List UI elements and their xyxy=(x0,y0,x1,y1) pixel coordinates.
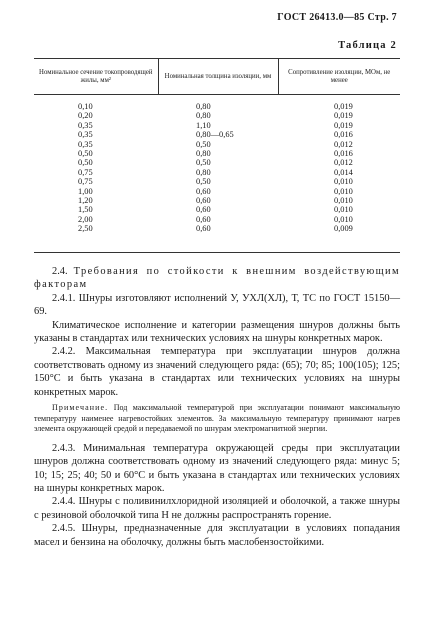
table-label: Таблица 2 xyxy=(338,40,397,51)
table-row xyxy=(34,140,400,149)
cell-cross-section: 1,00 xyxy=(78,186,93,196)
table-row xyxy=(34,158,400,167)
cell-cross-section: 0,35 xyxy=(78,120,93,130)
document-body xyxy=(34,265,400,549)
cell-insulation-resistance: 0,012 xyxy=(334,139,353,149)
note-label: Примечание. xyxy=(52,403,109,413)
cell-insulation-resistance: 0,010 xyxy=(334,205,353,215)
note-text: Под максимальной температурой при эксплуатации понимают максимальную температуру наименее нагревостойких элементов. За максимальную температуру принимают нагрев элемента окружающей средой и передаваемой по шнурам электромагнитной энергии. xyxy=(34,403,401,434)
table-row xyxy=(34,196,400,205)
table-row xyxy=(34,205,400,214)
cell-cross-section: 0,35 xyxy=(78,139,93,149)
cell-insulation-thickness: 0,80 xyxy=(196,102,211,111)
section-number: 2.4. xyxy=(52,266,68,277)
cell-insulation-resistance: 0,016 xyxy=(334,149,353,159)
data-table xyxy=(34,58,400,234)
table-bottom-rule xyxy=(34,252,400,253)
cell-insulation-thickness: 0,60 xyxy=(196,186,211,196)
cell-cross-section: 0,20 xyxy=(78,111,93,121)
cell-insulation-resistance: 0,010 xyxy=(334,186,353,196)
cell-insulation-resistance: 0,012 xyxy=(334,158,353,168)
cell-insulation-resistance: 0,014 xyxy=(334,167,353,177)
table-row xyxy=(34,177,400,186)
paragraph-2-4-5: 2.4.5. Шнуры, предназначенные для эксплуатации в условиях попадания масел и бензина на оболочку, должны быть маслобензостойкими. xyxy=(34,523,400,548)
cell-insulation-resistance: 0,019 xyxy=(334,102,353,111)
paragraph-climate: Климатическое исполнение и категории размещения шнуров должны быть указаны в стандартах или технических условиях на шнуры конкретных марок. xyxy=(34,319,400,345)
cell-insulation-thickness: 0,60 xyxy=(196,214,211,224)
note xyxy=(34,403,400,435)
section-title: Требования по стойкости к внешним воздействующим факторам xyxy=(34,266,400,291)
cell-insulation-thickness: 0,60 xyxy=(196,224,211,234)
table-row xyxy=(34,224,400,233)
table-row xyxy=(34,149,400,158)
table-row xyxy=(34,187,400,196)
table-row xyxy=(34,168,400,177)
cell-insulation-thickness: 0,50 xyxy=(196,158,211,168)
table-row xyxy=(34,130,400,139)
column-header-insulation-resistance: Сопротивление изоляции, МОм, не менее xyxy=(278,59,400,95)
page-header: ГОСТ 26413.0—85 Стр. 7 xyxy=(277,12,397,23)
cell-insulation-resistance: 0,016 xyxy=(334,130,353,140)
cell-insulation-thickness: 0,80—0,65 xyxy=(196,130,234,140)
cell-cross-section: 1,20 xyxy=(78,196,93,206)
cell-insulation-thickness: 0,60 xyxy=(196,205,211,215)
table-row xyxy=(34,121,400,130)
section-2-4-heading xyxy=(34,265,400,292)
paragraph-2-4-4: 2.4.4. Шнуры с поливинилхлоридной изоляцией и оболочкой, а также шнуры с резиновой оболочкой типа Н не должны распространять горение. xyxy=(34,496,400,521)
cell-cross-section: 1,50 xyxy=(78,205,93,215)
cell-insulation-thickness: 0,50 xyxy=(196,177,211,187)
table-row xyxy=(34,111,400,120)
cell-cross-section: 2,00 xyxy=(78,214,93,224)
cell-cross-section: 0,10 xyxy=(78,102,93,111)
paragraph-2-4-2: 2.4.2. Максимальная температура при эксплуатации шнуров должна соответствовать одному из значений следующего ряда: (65); 70; 85; 100(105); 125; 150°С и быть указана в стандартах или технических условиях на шнуры конкретных марок. xyxy=(34,346,400,398)
cell-insulation-resistance: 0,019 xyxy=(334,120,353,130)
cell-insulation-thickness: 0,50 xyxy=(196,139,211,149)
table-row xyxy=(34,215,400,224)
cell-cross-section: 0,75 xyxy=(78,167,93,177)
paragraph-2-4-3: 2.4.3. Минимальная температура окружающей среды при эксплуатации шнуров должна соответствовать одному из значений следующего ряда: минус 5; 10; 15; 25; 40; 50 и 60°С и быть указана в стандартах или технических условиях на шнуры конкретных марок. xyxy=(34,442,400,495)
cell-cross-section: 0,50 xyxy=(78,158,93,168)
table-row xyxy=(34,95,400,112)
cell-cross-section: 2,50 xyxy=(78,224,93,234)
paragraph-2-4-1: 2.4.1. Шнуры изготовляют исполнений У, УХЛ(ХЛ), Т, ТС по ГОСТ 15150—69. xyxy=(34,292,400,318)
cell-insulation-resistance: 0,010 xyxy=(334,214,353,224)
table-body xyxy=(34,95,400,234)
column-header-insulation-thickness: Номинальная толщина изоляции, мм xyxy=(158,59,278,95)
cell-insulation-thickness: 1,10 xyxy=(196,120,211,130)
cell-insulation-resistance: 0,019 xyxy=(334,111,353,121)
cell-insulation-thickness: 0,80 xyxy=(196,111,211,121)
cell-cross-section: 0,50 xyxy=(78,149,93,159)
cell-insulation-resistance: 0,009 xyxy=(334,224,353,234)
cell-insulation-resistance: 0,010 xyxy=(334,196,353,206)
cell-insulation-thickness: 0,60 xyxy=(196,196,211,206)
cell-insulation-thickness: 0,80 xyxy=(196,167,211,177)
cell-cross-section: 0,35 xyxy=(78,130,93,140)
cell-cross-section: 0,75 xyxy=(78,177,93,187)
cell-insulation-resistance: 0,010 xyxy=(334,177,353,187)
column-header-cross-section: Номинальное сечение токопроводящей жилы, мм² xyxy=(34,59,158,95)
cell-insulation-thickness: 0,80 xyxy=(196,149,211,159)
